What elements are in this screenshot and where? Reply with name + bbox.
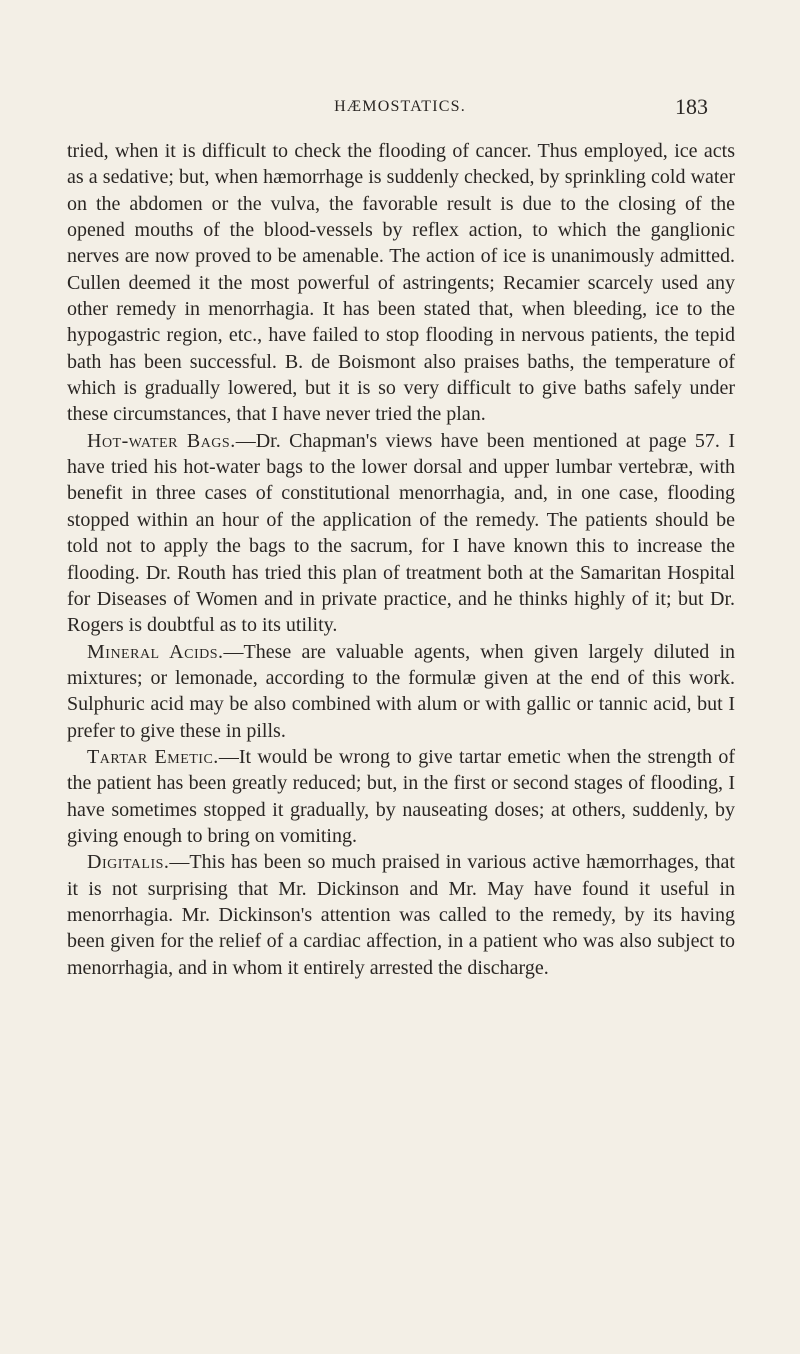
- paragraph-text: —Dr. Chapman's views have been mentioned at page 57. I have tried his hot-water bags to the lower dorsal and upper lumbar vertebræ, with benefit in three cases of constitutional menorrhagia, and, in one case, flooding stopped within an hour of the application of the remedy. The patients should be told not to apply the bags to the sacrum, for I have known this to increase the flooding. Dr. Routh has tried this plan of treatment both at the Samaritan Hospital for Diseases of Women and in private practice, and he thinks highly of it; but Dr. Rogers is doubtful as to its utility.: [67, 429, 735, 637]
- paragraph-text: —It would be wrong to give tartar emetic when the strength of the patient has been greatly reduced; but, in the first or second stages of flooding, I have sometimes stopped it gradually, by nauseating doses; at others, suddenly, by giving enough to bring on vomiting.: [67, 745, 735, 847]
- section-heading: Tartar Emetic.: [87, 745, 219, 768]
- running-title: HÆMOSTATICS.: [334, 98, 466, 115]
- paragraph-mineral-acids: [67, 639, 735, 744]
- section-heading: Mineral Acids.: [87, 640, 224, 663]
- paragraph-tartar-emetic: [67, 744, 735, 849]
- body-text: [67, 138, 735, 981]
- paragraph-ice: [67, 138, 735, 428]
- paragraph-hot-water-bags: [67, 428, 735, 639]
- page-number: 183: [675, 94, 708, 119]
- section-heading: Hot-water Bags.: [87, 429, 236, 452]
- paragraph-text: —This has been so much praised in various active hæmorrhages, that it is not surprising that Mr. Dickinson and Mr. May have found it useful in menorrhagia. Mr. Dickinson's attention was called to the remedy, by its having been given for the relief of a cardiac affection, in a patient who was also subject to menorrhagia, and in whom it entirely arrested the discharge.: [67, 851, 735, 979]
- paragraph-text: tried, when it is difficult to check the flooding of cancer. Thus employed, ice acts as a sedative; but, when hæmorrhage is suddenly checked, by sprinkling cold water on the abdomen or the vulva, the favorable result is due to the closing of the opened mouths of the blood-vessels by reflex action, to which the ganglionic nerves are now proved to be amenable. The action of ice is unanimously admitted. Cullen deemed it the most powerful of astringents; Recamier scarcely used any other remedy in menorrhagia. It has been stated that, when bleeding, ice to the hypogastric region, etc., have failed to stop flooding in nervous patients, the tepid bath has been successful. B. de Boismont also praises baths, the temperature of which is gradually lowered, but it is so very difficult to give baths safely under these circumstances, that I have never tried the plan.: [67, 140, 735, 426]
- paragraph-text: —These are valuable agents, when given largely diluted in mixtures; or lemonade, according to the formulæ given at the end of this work. Sulphuric acid may be also combined with alum or with gallic or tannic acid, but I prefer to give these in pills.: [67, 640, 736, 742]
- running-head: [0, 94, 800, 124]
- paragraph-digitalis: [67, 849, 735, 981]
- section-heading: Digitalis.: [87, 851, 170, 874]
